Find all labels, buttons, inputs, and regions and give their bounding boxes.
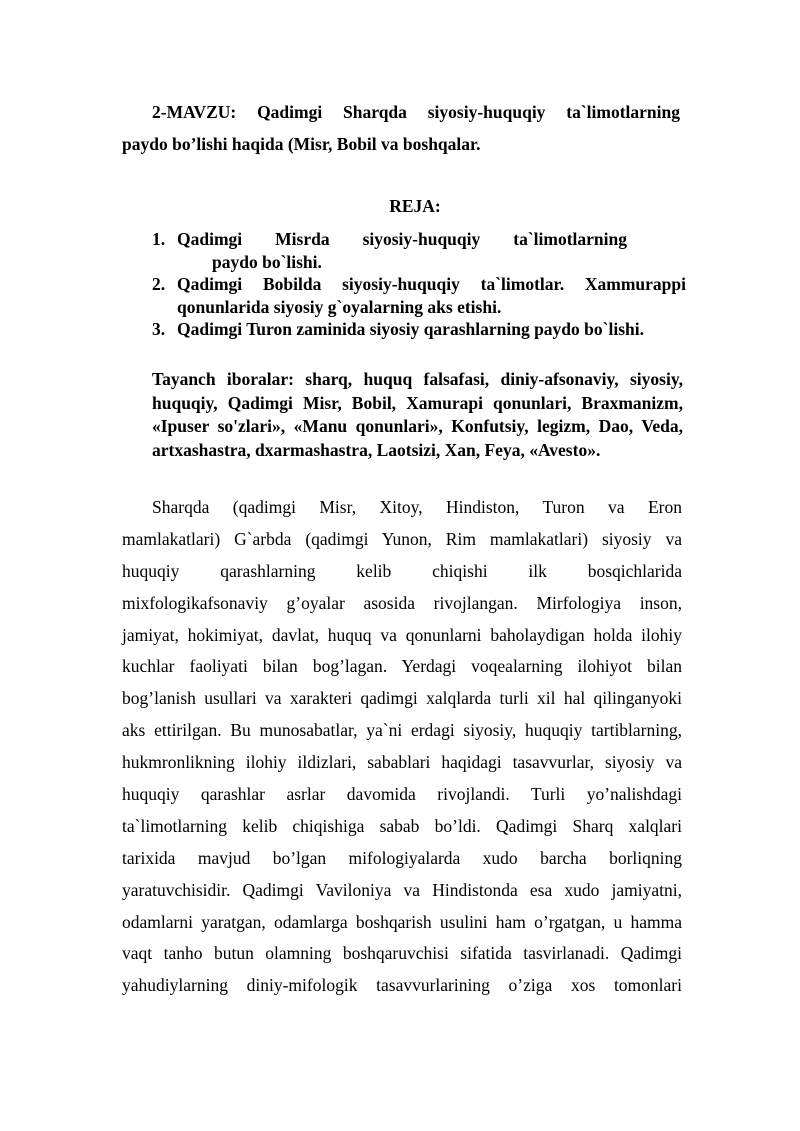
- body-text-line: mamlakatlari) G`arbda (qadimgi Yunon, Rim mamlakatlari) siyosiy va: [122, 528, 682, 549]
- plan-item: [152, 318, 686, 341]
- key-terms-paragraph: Tayanch iboralar: sharq, huquq falsafasi, diniy-afsonaviy, siyosiy, huquqiy, Qadimgi Misr, Bobil, Xamurapi qonunlari, Braxmanizm, «Ipuser so'zlari», «Manu qonunlari», Konfutsiy, legizm, Dao, Veda, artxashastra, dxarmashastra, Laotsizi, Xan, Feya, «Avesto».: [152, 369, 683, 460]
- body-text-line: aks ettirilgan. Bu munosabatlar, ya`ni erdagi siyosiy, huquqiy tartiblarning,: [122, 720, 682, 741]
- body-text-line: Sharqda (qadimgi Misr, Xitoy, Hindiston, Turon va Eron: [152, 497, 682, 517]
- plan-item: [152, 273, 686, 318]
- plan-item-text: Qadimgi Bobilda siyosiy-huquqiy ta`limotlar. Xammurappi: [177, 274, 686, 294]
- body-paragraph: [122, 492, 682, 1002]
- body-text-line: yaratuvchisidir. Qadimgi Vaviloniya va Hindistonda esa xudo jamiyatni,: [122, 879, 682, 900]
- plan-item-number: 2.: [152, 274, 166, 294]
- plan-list: [152, 228, 686, 341]
- body-text-line: mixfologikafsonaviy g’oyalar asosida rivojlangan. Mirfologiya inson,: [122, 592, 682, 613]
- plan-item-text-cont: qonunlarida siyosiy g`oyalarning aks etishi.: [177, 296, 502, 317]
- body-text-line: odamlarni yaratgan, odamlarga boshqarish usulini ham o’rgatgan, u hamma: [122, 911, 682, 932]
- body-text-line: jamiyat, hokimiyat, davlat, huquq va qonunlarni baholaydigan holda ilohiy: [122, 624, 682, 645]
- topic-title-line-2: paydo bo’lishi haqida (Misr, Bobil va boshqalar.: [122, 134, 481, 154]
- plan-item-number: 3.: [152, 319, 166, 339]
- body-text-line: hukmronlikning ilohiy ildizlari, sabablari haqidagi tasavvurlar, siyosiy va: [122, 752, 682, 773]
- topic-title: [122, 96, 680, 160]
- plan-heading: REJA:: [389, 196, 441, 216]
- body-text-line: bog’lanish usullari va xarakteri qadimgi xalqlarda turli xil hal qilinganyoki: [122, 688, 682, 709]
- plan-item-number: 1.: [152, 229, 166, 249]
- body-text-line: yahudiylarning diniy-mifologik tasavvurlarining o’ziga xos tomonlari: [122, 975, 682, 996]
- body-text-line: tarixida mavjud bo’lgan mifologiyalarda xudo barcha borliqning: [122, 847, 682, 868]
- plan-item-text-cont: paydo bo`lishi.: [212, 251, 322, 272]
- body-text-line: huquqiy qarashlarning kelib chiqishi ilk bosqichlarida: [122, 560, 682, 581]
- plan-item-text: Qadimgi Turon zaminida siyosiy qarashlarning paydo bo`lishi.: [177, 319, 644, 339]
- body-text-line: huquqiy qarashlar asrlar davomida rivojlandi. Turli yo’nalishdagi: [122, 784, 682, 805]
- plan-item: [152, 228, 686, 273]
- body-text-line: ta`limotlarning kelib chiqishiga sabab bo’ldi. Qadimgi Sharq xalqlari: [122, 815, 682, 836]
- body-text-line: vaqt tanho butun olamning boshqaruvchisi sifatida tasvirlanadi. Qadimgi: [122, 943, 682, 964]
- plan-item-text: Qadimgi Misrda siyosiy-huquqiy ta`limotlarning: [177, 229, 627, 249]
- topic-title-line-1: 2-MAVZU: Qadimgi Sharqda siyosiy-huquqiy ta`limotlarning: [152, 102, 680, 122]
- body-text-line: kuchlar faoliyati bilan bog’lagan. Yerdagi voqealarning ilohiyot bilan: [122, 656, 682, 677]
